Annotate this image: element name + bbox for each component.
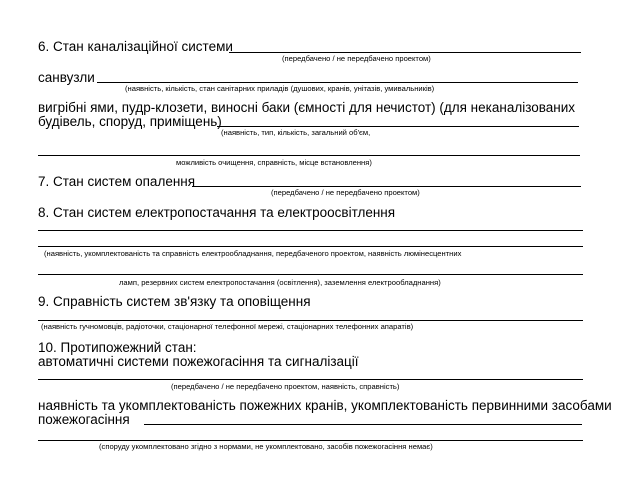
section-10-title: 10. Протипожежний стан: <box>38 340 197 355</box>
sewage-system-field[interactable] <box>229 52 581 53</box>
bathrooms-hint: (наявність, кількість, стан санітарних приладів (душових, кранів, унітазів, умивальників) <box>125 84 435 93</box>
sewage-system-hint: (передбачено / не передбачено проектом) <box>282 54 431 63</box>
fire-hydrants-hint: (споруду укомплектовано згідно з нормами, не укомплектовано, засобів пожежогасіння немає) <box>99 442 433 451</box>
section-7-title: 7. Стан систем опалення <box>38 174 196 189</box>
fire-hydrants-field-continued[interactable] <box>38 440 583 441</box>
cesspits-label-line1: вигрібні ями, пудр-клозети, виносні баки (ємності для нечистот) (для неканалізованих <box>38 100 576 115</box>
power-supply-field-3[interactable] <box>38 274 583 275</box>
power-supply-hint-2: ламп, резервних систем електропостачання (освітлення), заземлення електрообладнання) <box>119 278 441 287</box>
auto-fire-systems-hint: (передбачено / не передбачено проектом, наявність, справність) <box>171 382 400 391</box>
fire-hydrants-label-line2: пожежогасіння <box>38 412 130 427</box>
section-8-title: 8. Стан систем електропостачання та електроосвітлення <box>38 205 396 220</box>
power-supply-hint-1: (наявність, укомплектованість та справність електрообладнання, передбаченого проектом, наявність люмінесцентних <box>44 249 462 258</box>
section-9-title: 9. Справність систем зв'язку та оповіщення <box>38 294 311 309</box>
auto-fire-systems-field[interactable] <box>38 379 583 380</box>
cesspits-label-line2: будівель, споруд, приміщень) <box>38 114 222 129</box>
communication-hint: (наявність гучномовців, радіоточки, стаціонарної телефонної мережі, стаціонарних телефонних апаратів) <box>41 322 414 331</box>
power-supply-field-2[interactable] <box>38 246 583 247</box>
cesspits-field-continued[interactable] <box>38 155 580 156</box>
auto-fire-systems-label: автоматичні системи пожежогасіння та сигналізації <box>38 354 359 369</box>
communication-field[interactable] <box>38 320 583 321</box>
section-6-title: 6. Стан каналізаційної системи <box>38 39 233 54</box>
cesspits-field[interactable] <box>217 126 579 127</box>
bathrooms-label: санвузли <box>38 70 95 85</box>
heating-system-field[interactable] <box>192 186 581 187</box>
fire-hydrants-field[interactable] <box>144 424 582 425</box>
bathrooms-field[interactable] <box>97 82 578 83</box>
fire-hydrants-label-line1: наявність та укомплектованість пожежних кранів, укомплектованість первинними засобами <box>38 398 612 413</box>
cesspits-hint-1: (наявність, тип, кількість, загальний об'єм, <box>221 128 371 137</box>
heating-system-hint: (передбачено / не передбачено проектом) <box>271 188 420 197</box>
cesspits-hint-2: можливість очищення, справність, місце встановлення) <box>176 158 372 167</box>
power-supply-field-1[interactable] <box>38 230 583 231</box>
